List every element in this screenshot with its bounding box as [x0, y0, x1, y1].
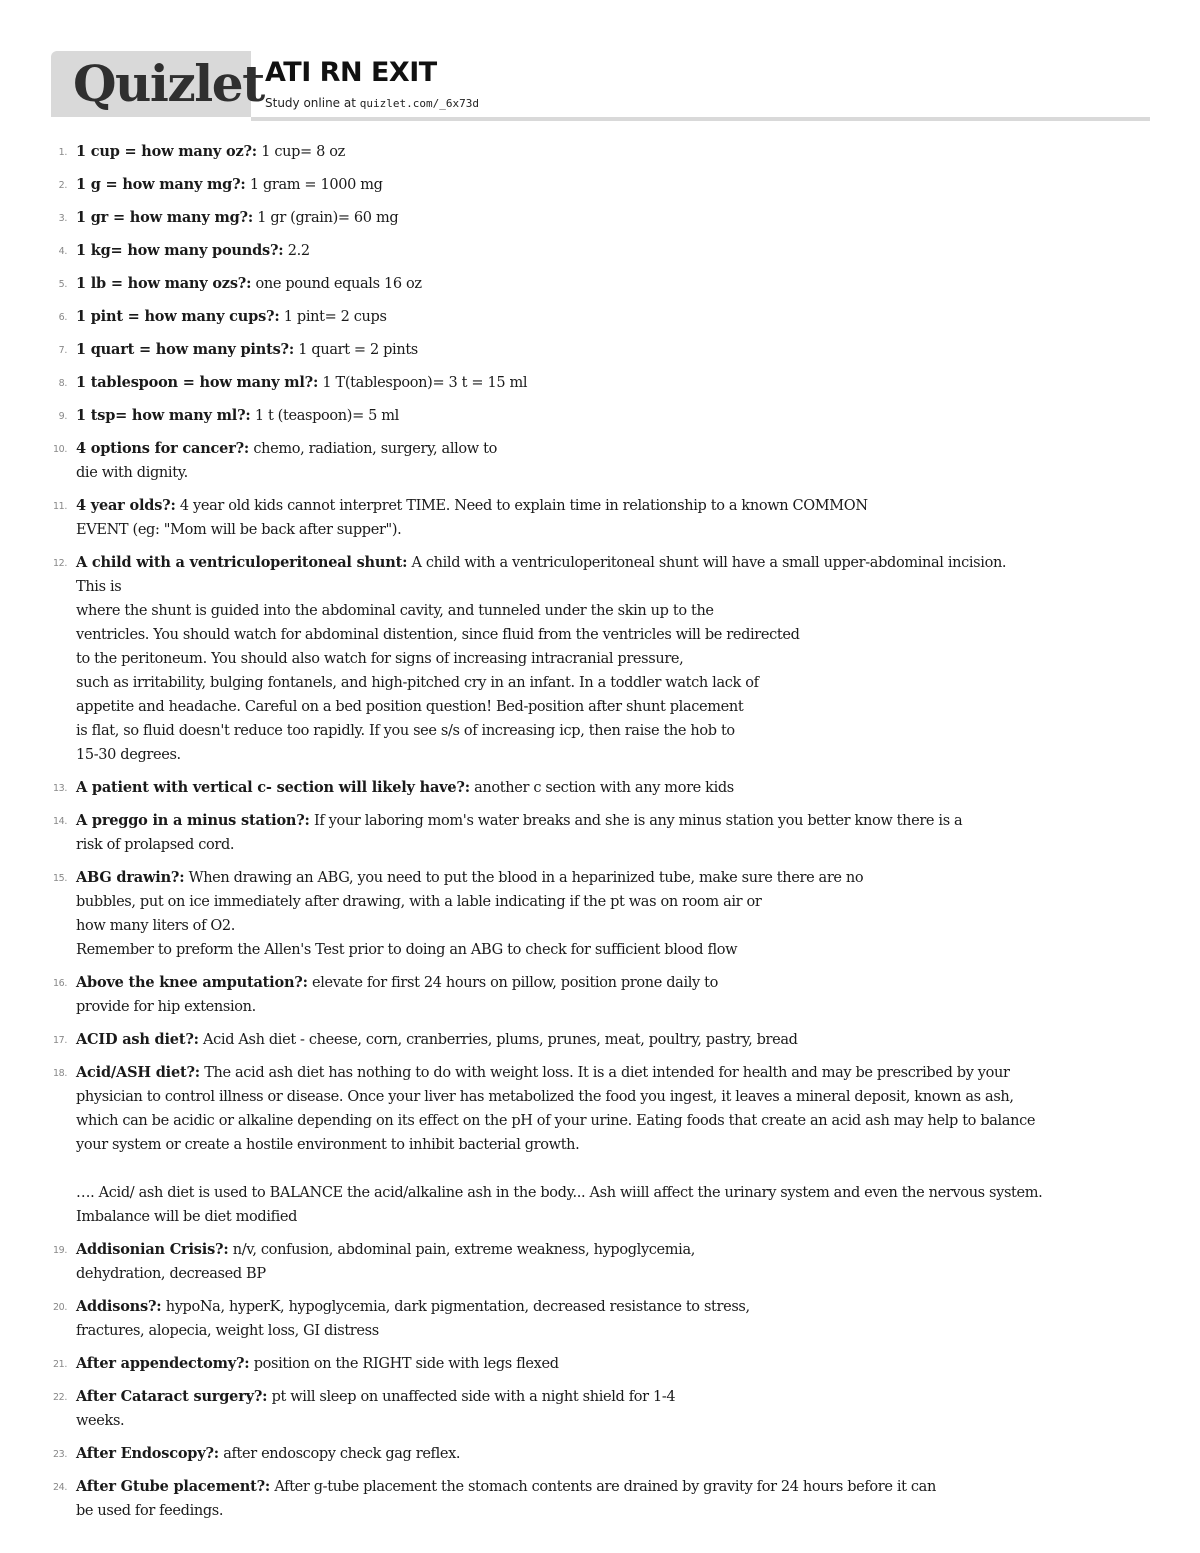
- definition-text: which can be acidic or alkaline depending on its effect on the pH of your urine. Eating foods that create an acid ash may help to balance: [76, 1113, 1036, 1129]
- definition-line: [76, 1475, 1150, 1499]
- flashcard-item: [36, 1475, 1150, 1523]
- definition-line: [76, 995, 1150, 1019]
- definition-line: [76, 1238, 1150, 1262]
- item-number: 4.: [58, 246, 67, 257]
- item-number: 21.: [52, 1359, 67, 1370]
- term: Addisons?:: [76, 1298, 162, 1315]
- term: A child with a ventriculoperitoneal shunt:: [76, 554, 408, 571]
- definition-text: 1 pint= 2 cups: [283, 309, 387, 325]
- term: 1 kg= how many pounds?:: [76, 242, 284, 259]
- flashcard-item: [36, 776, 1150, 800]
- definition-text: bubbles, put on ice immediately after drawing, with a lable indicating if the pt was on room air or: [76, 894, 762, 910]
- definition-line: [76, 1181, 1150, 1205]
- item-number: 14.: [52, 816, 67, 827]
- definition-line: [76, 371, 1150, 395]
- definition-line: [76, 623, 1150, 647]
- definition-line: [76, 1352, 1150, 1376]
- definition-line: [76, 776, 1150, 800]
- flashcard-item: [36, 1385, 1150, 1433]
- definition-text: ventricles. You should watch for abdominal distention, since fluid from the ventricles will be redirected: [76, 627, 800, 643]
- term: A preggo in a minus station?:: [76, 812, 310, 829]
- definition-text: After g-tube placement the stomach contents are drained by gravity for 24 hours before it can: [274, 1479, 936, 1495]
- flashcard-item: [36, 1442, 1150, 1466]
- item-number: 1.: [58, 147, 67, 158]
- definition-line: [76, 305, 1150, 329]
- flashcard-item: [36, 494, 1150, 542]
- definition-line: [76, 671, 1150, 695]
- flashcard-item: [36, 173, 1150, 197]
- term: ACID ash diet?:: [76, 1031, 199, 1048]
- definition-text: be used for feedings.: [76, 1503, 224, 1519]
- definition-line: [76, 599, 1150, 623]
- definition-text: such as irritability, bulging fontanels, and high-pitched cry in an infant. In a toddler watch lack of: [76, 675, 759, 691]
- flashcard-item: [36, 1061, 1150, 1229]
- item-number: 11.: [52, 501, 67, 512]
- definition-text: n/v, confusion, abdominal pain, extreme weakness, hypoglycemia,: [232, 1242, 696, 1258]
- definition-text: If your laboring mom's water breaks and she is any minus station you better know there is a: [313, 813, 963, 829]
- item-number: 9.: [58, 411, 67, 422]
- flashcard-item: [36, 1238, 1150, 1286]
- flashcard-item: [36, 272, 1150, 296]
- flashcard-item: [36, 338, 1150, 362]
- definition-text: how many liters of O2.: [76, 918, 236, 934]
- definition-line: [76, 971, 1150, 995]
- item-number: 2.: [58, 180, 67, 191]
- term: 4 year olds?:: [76, 497, 176, 514]
- item-number: 5.: [58, 279, 67, 290]
- item-number: 6.: [58, 312, 67, 323]
- item-number: 10.: [52, 444, 67, 455]
- document-title: ATI RN EXIT: [265, 57, 437, 88]
- definition-line: [76, 575, 1150, 599]
- definition-line: [76, 404, 1150, 428]
- definition-text: This is: [76, 579, 122, 595]
- flashcard-item: [36, 1352, 1150, 1376]
- flashcard-item: [36, 437, 1150, 485]
- definition-text: 1 t (teaspoon)= 5 ml: [254, 408, 399, 424]
- definition-text: dehydration, decreased BP: [76, 1266, 266, 1282]
- definition-line: [76, 1109, 1150, 1133]
- flashcard-item: [36, 206, 1150, 230]
- item-number: 7.: [58, 345, 67, 356]
- item-number: 19.: [52, 1245, 67, 1256]
- definition-text: provide for hip extension.: [76, 999, 256, 1015]
- flashcard-item: [36, 305, 1150, 329]
- definition-text: risk of prolapsed cord.: [76, 837, 235, 853]
- definition-text: 2.2: [287, 243, 310, 259]
- header-rule: [251, 117, 1150, 121]
- definition-line: [76, 743, 1150, 767]
- paragraph-gap: [76, 1157, 1150, 1181]
- definition-line: [76, 938, 1150, 962]
- definition-text: appetite and headache. Careful on a bed position question! Bed-position after shunt placement: [76, 699, 744, 715]
- term: 1 cup = how many oz?:: [76, 143, 257, 160]
- definition-line: [76, 206, 1150, 230]
- subtitle-url: quizlet.com/_6x73d: [359, 97, 479, 110]
- definition-line: [76, 809, 1150, 833]
- definition-line: [76, 1061, 1150, 1085]
- definition-text: physician to control illness or disease. Once your liver has metabolized the food you ingest, it leaves a mineral deposit, known as ash,: [76, 1089, 1014, 1105]
- definition-line: [76, 1205, 1150, 1229]
- definition-line: [76, 338, 1150, 362]
- definition-text: 1 cup= 8 oz: [261, 144, 345, 160]
- term: A patient with vertical c- section will likely have?:: [76, 779, 470, 796]
- flashcard-item: [36, 809, 1150, 857]
- definition-text: EVENT (eg: "Mom will be back after supper").: [76, 522, 402, 538]
- definition-text: …. Acid/ ash diet is used to BALANCE the acid/alkaline ash in the body... Ash wiill affect the urinary system and even the nervous system.: [76, 1185, 1043, 1201]
- definition-text: to the peritoneum. You should also watch for signs of increasing intracranial pressure,: [76, 651, 684, 667]
- definition-line: [76, 833, 1150, 857]
- definition-text: pt will sleep on unaffected side with a night shield for 1-4: [271, 1389, 676, 1405]
- item-number: 13.: [52, 783, 67, 794]
- item-number: 15.: [52, 873, 67, 884]
- definition-text: 1 T(tablespoon)= 3 t = 15 ml: [322, 375, 528, 391]
- quizlet-logo: [51, 51, 264, 117]
- definition-text: 15-30 degrees.: [76, 747, 181, 763]
- term: After Cataract surgery?:: [76, 1388, 268, 1405]
- definition-line: [76, 461, 1150, 485]
- definition-line: [76, 1319, 1150, 1343]
- item-number: 17.: [52, 1035, 67, 1046]
- definition-line: [76, 173, 1150, 197]
- definition-line: [76, 1499, 1150, 1523]
- definition-line: [76, 647, 1150, 671]
- definition-line: [76, 239, 1150, 263]
- item-number: 8.: [58, 378, 67, 389]
- study-online-line: [265, 95, 479, 112]
- term: After appendectomy?:: [76, 1355, 250, 1372]
- definition-line: [76, 914, 1150, 938]
- definition-text: chemo, radiation, surgery, allow to: [253, 441, 497, 457]
- flashcard-item: [36, 1028, 1150, 1052]
- term: Above the knee amputation?:: [76, 974, 308, 991]
- definition-text: is flat, so fluid doesn't reduce too rapidly. If you see s/s of increasing icp, then raise the hob to: [76, 723, 735, 739]
- term: 1 tablespoon = how many ml?:: [76, 374, 319, 391]
- definition-line: [76, 1295, 1150, 1319]
- definition-text: weeks.: [76, 1413, 125, 1429]
- term: 4 options for cancer?:: [76, 440, 250, 457]
- definition-text: 4 year old kids cannot interpret TIME. Need to explain time in relationship to a known COMMON: [179, 498, 868, 514]
- definition-text: one pound equals 16 oz: [255, 276, 422, 292]
- definition-line: [76, 437, 1150, 461]
- term: ABG drawin?:: [76, 869, 185, 886]
- definition-line: [76, 551, 1150, 575]
- definition-text: another c section with any more kids: [474, 780, 734, 796]
- definition-line: [76, 890, 1150, 914]
- definition-text: position on the RIGHT side with legs flexed: [253, 1356, 559, 1372]
- definition-text: The acid ash diet has nothing to do with weight loss. It is a diet intended for health and may be prescribed by your: [204, 1065, 1010, 1081]
- definition-line: [76, 1133, 1150, 1157]
- flashcard-item: [36, 239, 1150, 263]
- definition-text: fractures, alopecia, weight loss, GI distress: [76, 1323, 379, 1339]
- definition-text: elevate for first 24 hours on pillow, position prone daily to: [312, 975, 718, 991]
- definition-text: die with dignity.: [76, 465, 188, 481]
- term: After Endoscopy?:: [76, 1445, 219, 1462]
- definition-line: [76, 1028, 1150, 1052]
- item-number: 12.: [52, 558, 67, 569]
- document-header: [51, 51, 1150, 121]
- flashcard-item: [36, 371, 1150, 395]
- definition-line: [76, 866, 1150, 890]
- item-number: 22.: [52, 1392, 67, 1403]
- flashcard-item: [36, 971, 1150, 1019]
- definition-text: 1 quart = 2 pints: [298, 342, 418, 358]
- term: Acid/ASH diet?:: [76, 1064, 200, 1081]
- definition-line: [76, 1442, 1150, 1466]
- term: 1 quart = how many pints?:: [76, 341, 294, 358]
- flashcard-item: [36, 404, 1150, 428]
- definition-text: your system or create a hostile environment to inhibit bacterial growth.: [76, 1137, 580, 1153]
- item-number: 3.: [58, 213, 67, 224]
- definition-line: [76, 140, 1150, 164]
- logo-text: Quizlet: [73, 54, 264, 113]
- item-number: 23.: [52, 1449, 67, 1460]
- flashcard-item: [36, 1295, 1150, 1343]
- term: Addisonian Crisis?:: [76, 1241, 229, 1258]
- flashcard-item: [36, 140, 1150, 164]
- definition-line: [76, 518, 1150, 542]
- flashcard-item: [36, 866, 1150, 962]
- definition-text: Remember to preform the Allen's Test prior to doing an ABG to check for sufficient blood flow: [76, 942, 738, 958]
- definition-text: When drawing an ABG, you need to put the blood in a heparinized tube, make sure there are no: [188, 870, 864, 886]
- definition-text: after endoscopy check gag reflex.: [223, 1446, 461, 1462]
- definition-line: [76, 695, 1150, 719]
- flashcard-list: [36, 140, 1150, 1532]
- definition-line: [76, 1409, 1150, 1433]
- term: 1 g = how many mg?:: [76, 176, 246, 193]
- definition-line: [76, 494, 1150, 518]
- flashcard-item: [36, 551, 1150, 767]
- term: 1 gr = how many mg?:: [76, 209, 253, 226]
- definition-text: Acid Ash diet - cheese, corn, cranberries, plums, prunes, meat, poultry, pastry, bread: [203, 1032, 798, 1048]
- definition-line: [76, 1385, 1150, 1409]
- subtitle-prefix: Study online at: [265, 96, 360, 110]
- definition-line: [76, 1085, 1150, 1109]
- item-number: 24.: [52, 1482, 67, 1493]
- definition-line: [76, 1262, 1150, 1286]
- definition-text: 1 gram = 1000 mg: [249, 177, 383, 193]
- item-number: 16.: [52, 978, 67, 989]
- definition-line: [76, 719, 1150, 743]
- definition-text: Imbalance will be diet modified: [76, 1209, 298, 1225]
- definition-line: [76, 272, 1150, 296]
- definition-text: A child with a ventriculoperitoneal shunt will have a small upper-abdominal incision.: [411, 555, 1007, 571]
- item-number: 20.: [52, 1302, 67, 1313]
- term: 1 tsp= how many ml?:: [76, 407, 251, 424]
- term: 1 pint = how many cups?:: [76, 308, 280, 325]
- definition-text: hypoNa, hyperK, hypoglycemia, dark pigmentation, decreased resistance to stress,: [165, 1299, 750, 1315]
- item-number: 18.: [52, 1068, 67, 1079]
- term: 1 lb = how many ozs?:: [76, 275, 252, 292]
- definition-text: 1 gr (grain)= 60 mg: [257, 210, 399, 226]
- definition-text: where the shunt is guided into the abdominal cavity, and tunneled under the skin up to the: [76, 603, 714, 619]
- term: After Gtube placement?:: [76, 1478, 271, 1495]
